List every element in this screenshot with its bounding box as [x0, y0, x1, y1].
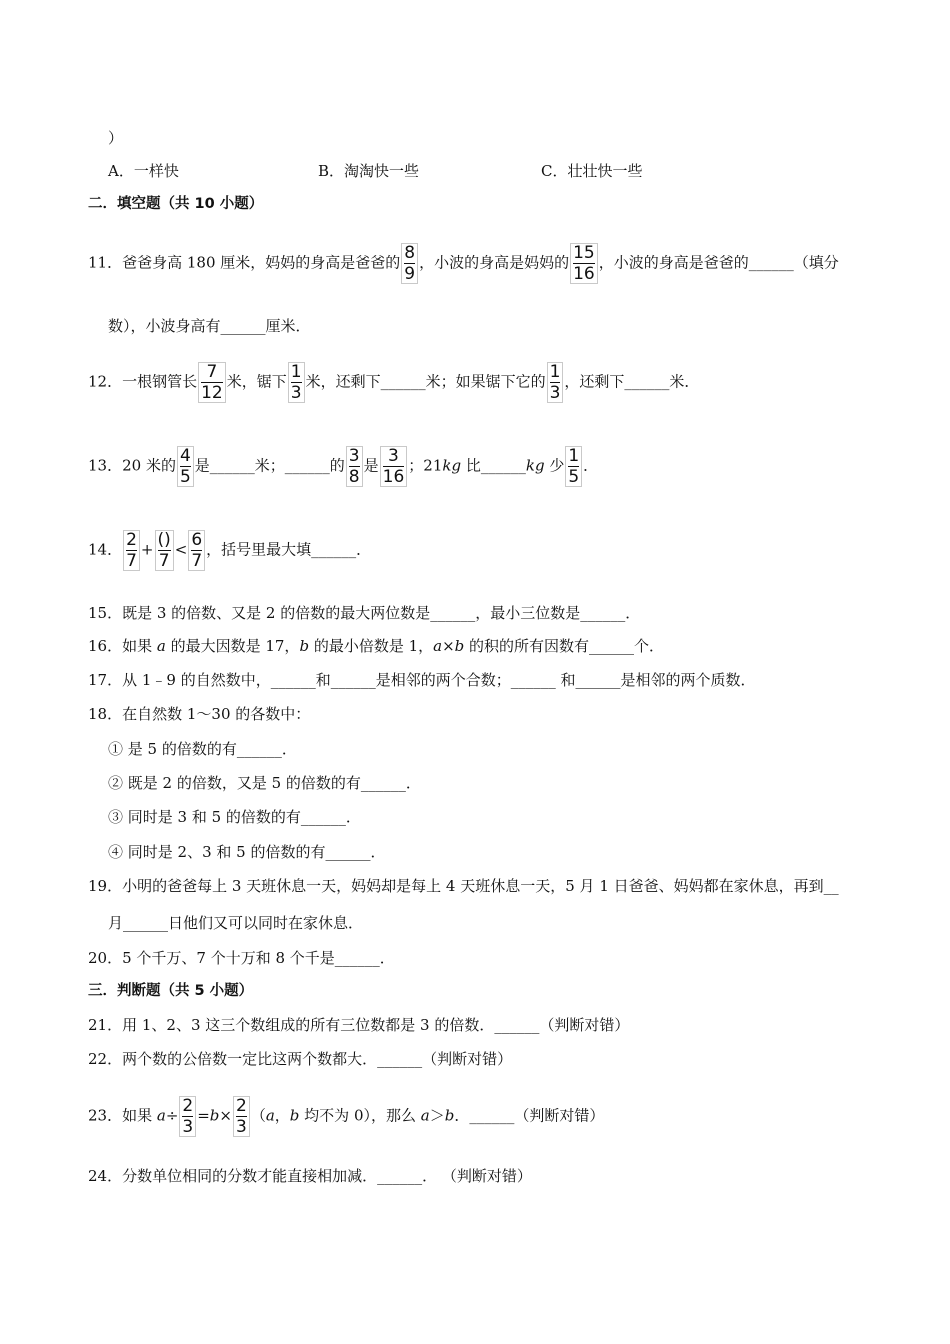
question-continuation: ） — [108, 129, 124, 147]
fraction-2-3-b: $\frac{2}{3}$ — [233, 1096, 250, 1137]
var-a: a — [156, 637, 166, 655]
q13-unit-kg-2: kg — [525, 456, 545, 475]
question-17: 17．从 1﹣9 的自然数中，______和______是相邻的两个合数；______ 和______是相邻的两个质数． — [88, 671, 756, 689]
q12-text-1: 12．一根钢管长 — [88, 372, 198, 391]
question-22: 22．两个数的公倍数一定比这两个数都大．______（判断对错） — [88, 1050, 513, 1068]
fraction-1-5: $\frac{1}{5}$ — [565, 446, 582, 487]
question-19-line-2: 月______日他们又可以同时在家休息． — [108, 914, 364, 932]
fraction-blank-7: () 7 — [155, 530, 174, 571]
fraction-1-3: $\frac{1}{3}$ — [288, 362, 305, 403]
var-b: b — [299, 637, 310, 655]
question-19: 19．小明的爸爸每上 3 天班休息一天，妈妈却是每上 4 天班休息一天，5 月 1 日爸爸、妈妈都在家休息，再到__ — [88, 877, 839, 895]
q13-text-4: ；21 — [408, 456, 443, 475]
question-16: 16．如果 a 的最大因数是 17，b 的最小倍数是 1，a×b 的积的所有因数有______个． — [88, 637, 665, 655]
q13-text-1: 13．20 米的 — [88, 456, 176, 475]
fraction-2-7: $\frac{2}{7}$ — [123, 530, 140, 571]
section-heading-true-false: 三．判断题（共 5 小题） — [88, 983, 254, 999]
section-heading-fill-in: 二．填空题（共 10 小题） — [88, 196, 264, 212]
q11-text-2: ，小波的身高是妈妈的 — [419, 253, 570, 272]
fraction-3-8: $\frac{3}{8}$ — [346, 446, 363, 487]
fraction-4-5: $\frac{4}{5}$ — [177, 446, 194, 487]
q13-unit-kg: kg — [442, 456, 462, 475]
question-12 — [88, 362, 699, 403]
less-than-sign: < — [174, 540, 188, 559]
q12-text-2: 米，锯下 — [226, 372, 287, 391]
q13-text-7: ． — [583, 456, 599, 475]
q12-text-4: ，还剩下______米． — [564, 372, 700, 391]
option-c: C．壮壮快一些 — [541, 162, 643, 180]
q12-text-3: 米，还剩下______米；如果锯下它的 — [305, 372, 546, 391]
question-18-item-3: ③ 同时是 3 和 5 的倍数的有______． — [108, 808, 361, 826]
question-13 — [88, 446, 598, 487]
question-18-item-4: ④ 同时是 2、3 和 5 的倍数的有______． — [108, 843, 386, 861]
question-18-item-2: ② 既是 2 的倍数，又是 5 的倍数的有______． — [108, 774, 421, 792]
question-24: 24．分数单位相同的分数才能直接相加减．______． （判断对错） — [88, 1167, 532, 1185]
fraction-2-3: $\frac{2}{3}$ — [179, 1096, 196, 1137]
q14-text: ，括号里最大填______． — [206, 540, 372, 559]
question-14 — [88, 530, 371, 571]
q11-text-3: ，小波的身高是爸爸的______（填分 — [598, 253, 839, 272]
question-11-line-2: 数），小波身高有______厘米． — [108, 317, 311, 335]
fraction-3-16: $\frac{3}{16}$ — [380, 446, 408, 487]
question-18: 18．在自然数 1～30 的各数中： — [88, 705, 311, 723]
q13-text-3: 是 — [363, 456, 379, 475]
q13-text-2: 是______米；______的 — [194, 456, 345, 475]
q14-number: 14． — [88, 540, 123, 559]
option-a: A．一样快 — [108, 162, 179, 180]
question-18-item-1: ① 是 5 的倍数的有______． — [108, 740, 297, 758]
question-11 — [88, 243, 839, 284]
plus-sign: + — [140, 540, 154, 559]
fraction-1-3-b: $\frac{1}{3}$ — [547, 362, 564, 403]
q13-text-5: 比______ — [461, 456, 526, 475]
question-23: 23．如果 a÷ $\frac{2}{3}$ =b× $\frac{2}{3}$ （a，b 均不为 0），那么 a＞b．______（判断对错） — [88, 1096, 605, 1137]
fraction-15-16: $\frac{15}{16}$ — [570, 243, 598, 284]
q13-text-6: 少 — [544, 456, 565, 475]
fraction-8-9: $\frac{8}{9}$ — [401, 243, 418, 284]
fraction-6-7: $\frac{6}{7}$ — [188, 530, 205, 571]
fraction-7-12: $\frac{7}{12}$ — [198, 362, 226, 403]
question-15: 15．既是 3 的倍数、又是 2 的倍数的最大两位数是______，最小三位数是______． — [88, 604, 641, 622]
question-21: 21．用 1、2、3 这三个数组成的所有三位数都是 3 的倍数．______（判断对错） — [88, 1016, 630, 1034]
question-20: 20．5 个千万、7 个十万和 8 个千是______． — [88, 949, 395, 967]
option-b: B．淘淘快一些 — [318, 162, 420, 180]
q11-text-1: 11．爸爸身高 180 厘米，妈妈的身高是爸爸的 — [88, 253, 401, 272]
